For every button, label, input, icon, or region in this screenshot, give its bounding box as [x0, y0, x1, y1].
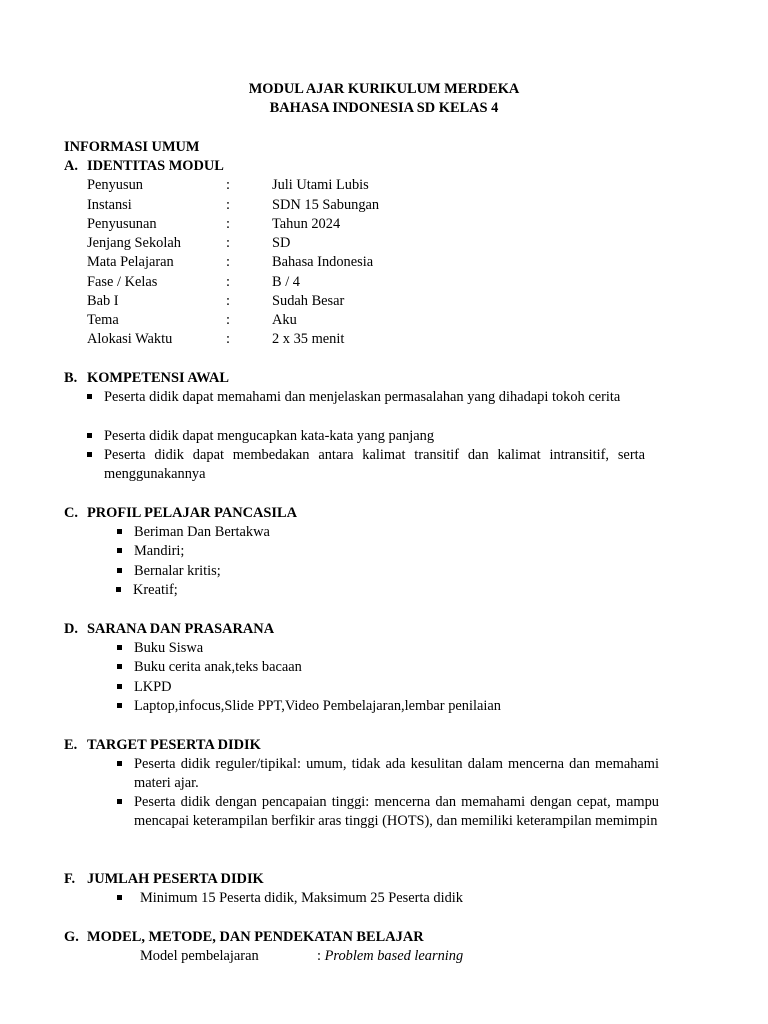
bullet-square: [117, 548, 122, 553]
section-a-heading: [64, 157, 224, 176]
target-item: [134, 755, 659, 794]
identity-label: Alokasi Waktu: [87, 331, 173, 347]
profile-item-text: Beriman Dan Bertakwa: [134, 524, 270, 540]
section-d-heading: [64, 620, 274, 639]
section-g-heading: [64, 928, 424, 947]
identity-label: Jenjang Sekolah: [87, 235, 181, 251]
identity-colon: :: [226, 331, 230, 347]
identity-label: Penyusun: [87, 177, 143, 193]
participant-count-text: Minimum 15 Peserta didik, Maksimum 25 Peserta didik: [140, 890, 463, 906]
bullet-square: [117, 568, 122, 573]
bullet-square: [117, 684, 122, 689]
identity-value: Aku: [272, 312, 297, 328]
section-f-letter: F.: [64, 871, 76, 887]
identity-colon: :: [226, 177, 230, 193]
section-e-title: TARGET PESERTA DIDIK: [87, 737, 261, 753]
model-colon: :: [317, 948, 321, 964]
target-item-text: Peserta didik dengan pencapaian tinggi: mencerna dan memahami dengan cepat, mampu mencapai keterampilan berfikir aras tinggi (HOTS), dan memiliki keterampilan memimpin: [134, 794, 659, 830]
bullet-square: [87, 433, 92, 438]
competence-item-text: Peserta didik dapat mengucapkan kata-kata yang panjang: [104, 428, 435, 444]
identity-label: Penyusunan: [87, 216, 157, 232]
identity-value: Tahun 2024: [272, 216, 341, 232]
bullet-square: [117, 529, 122, 534]
bullet-square: [116, 587, 121, 592]
identity-label: Tema: [87, 312, 119, 328]
target-item: [134, 793, 659, 832]
bullet-square: [117, 799, 122, 804]
section-b-letter: B.: [64, 370, 78, 386]
model-value: Problem based learning: [324, 948, 464, 964]
profile-item-text: Kreatif;: [133, 582, 178, 598]
bullet-square: [117, 664, 122, 669]
bullet-square: [87, 394, 92, 399]
section-c-letter: C.: [64, 505, 78, 521]
identity-colon: :: [226, 254, 230, 270]
identity-value: B / 4: [272, 274, 300, 290]
identity-label: Bab I: [87, 293, 119, 309]
section-g-title: MODEL, METODE, DAN PENDEKATAN BELAJAR: [87, 929, 424, 945]
target-item-text: Peserta didik reguler/tipikal: umum, tidak ada kesulitan dalam mencerna dan memahami materi ajar.: [134, 756, 659, 792]
facility-item-text: Buku Siswa: [134, 640, 204, 656]
identity-value: 2 x 35 menit: [272, 331, 345, 347]
document-title-line-1: MODUL AJAR KURIKULUM MERDEKA: [248, 81, 520, 97]
model-label: Model pembelajaran: [140, 948, 259, 964]
identity-value: Sudah Besar: [272, 293, 345, 309]
profile-item-text: Mandiri;: [134, 543, 185, 559]
facility-item-text: Buku cerita anak,teks bacaan: [134, 659, 302, 675]
identity-colon: :: [226, 293, 230, 309]
identity-colon: :: [226, 197, 230, 213]
bullet-square: [117, 703, 122, 708]
bullet-square: [117, 645, 122, 650]
identity-label: Instansi: [87, 197, 132, 213]
competence-item: [104, 446, 645, 485]
section-d-letter: D.: [64, 621, 78, 637]
competence-item: [104, 427, 644, 446]
section-b-heading: [64, 369, 229, 388]
section-b-title: KOMPETENSI AWAL: [87, 370, 229, 386]
section-e-letter: E.: [64, 737, 78, 753]
document-title-line-2: BAHASA INDONESIA SD KELAS 4: [269, 100, 499, 116]
section-f-title: JUMLAH PESERTA DIDIK: [87, 871, 264, 887]
section-a-title: IDENTITAS MODUL: [87, 158, 224, 174]
bullet-square: [117, 761, 122, 766]
competence-item-text: Peserta didik dapat memahami dan menjelaskan permasalahan yang dihadapi tokoh cerita: [104, 389, 621, 405]
model-value-wrap: [317, 947, 463, 966]
info-umum-heading: INFORMASI UMUM: [64, 139, 200, 155]
identity-colon: :: [226, 216, 230, 232]
identity-value: Bahasa Indonesia: [272, 254, 374, 270]
facility-item-text: Laptop,infocus,Slide PPT,Video Pembelajaran,lembar penilaian: [134, 698, 501, 714]
identity-colon: :: [226, 312, 230, 328]
bullet-square: [117, 895, 122, 900]
section-e-heading: [64, 736, 261, 755]
section-d-title: SARANA DAN PRASARANA: [87, 621, 275, 637]
section-c-heading: [64, 504, 297, 523]
identity-value: SDN 15 Sabungan: [272, 197, 380, 213]
identity-label: Mata Pelajaran: [87, 254, 174, 270]
section-f-heading: [64, 870, 264, 889]
competence-item-text: Peserta didik dapat membedakan antara kalimat transitif dan kalimat intransitif, serta menggunakannya: [104, 447, 645, 483]
section-g-letter: G.: [64, 929, 79, 945]
section-a-letter: A.: [64, 158, 78, 174]
identity-label: Fase / Kelas: [87, 274, 158, 290]
identity-value: SD: [272, 235, 291, 251]
identity-value: Juli Utami Lubis: [272, 177, 369, 193]
facility-item-text: LKPD: [134, 679, 172, 695]
competence-item: [104, 388, 644, 407]
section-c-title: PROFIL PELAJAR PANCASILA: [87, 505, 298, 521]
profile-item-text: Bernalar kritis;: [134, 563, 221, 579]
bullet-square: [87, 452, 92, 457]
identity-colon: :: [226, 274, 230, 290]
identity-colon: :: [226, 235, 230, 251]
